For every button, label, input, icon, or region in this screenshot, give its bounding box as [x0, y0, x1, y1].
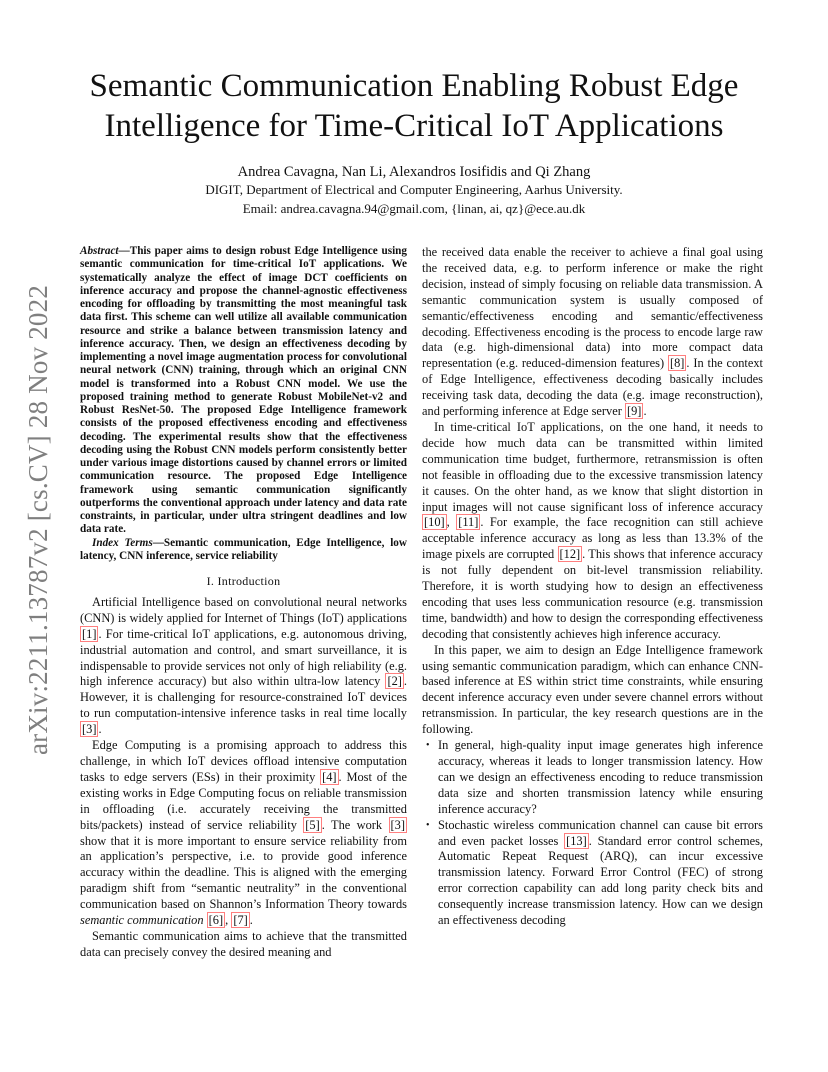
citation-link[interactable]: [12]	[559, 547, 581, 562]
affiliation-line: DIGIT, Department of Electrical and Computer Engineering, Aarhus University.	[205, 182, 623, 197]
research-questions-list	[422, 738, 763, 929]
text-run: In general, high-quality input image generates high inference accuracy, whereas it leads to longer transmission latency. How can we design an effectiveness encoding to reduce transmission data size and shorten transmission latency while ensuring inference accuracy?	[438, 738, 763, 816]
index-terms-body: —Semantic communication, Edge Intelligence, low latency, CNN inference, service reliability	[80, 536, 407, 562]
right-paragraphs	[422, 245, 763, 738]
title-line-2: Intelligence for Time-Critical IoT Applications	[104, 108, 724, 144]
text-run: ,	[446, 515, 457, 530]
text-run: Edge Computing is a promising approach to address this challenge, in which IoT devices offload intensive computation tasks to edge servers (ESs) in their proximity	[80, 738, 407, 784]
text-run: .	[249, 913, 253, 928]
text-run: . This shows that inference accuracy is not fully dependent on bit-level transmission reliability. Therefore, it is worth studying how to design an effectiveness encoding that uses less communication resource (e.g. transmission time, bandwidth) and how to design the corresponding effectiveness decoding that consistently achieves high inference accuracy.	[422, 547, 763, 641]
text-run: . In the context of Edge Intelligence, effectiveness decoding basically includes receiving task data, decoding the data (e.g. image reconstruction), and performing inference at Edge server	[422, 356, 763, 419]
citation-link[interactable]: [1]	[82, 626, 97, 641]
citation-link[interactable]: [4]	[322, 769, 337, 784]
bullet-icon: •	[426, 740, 430, 752]
email-line: Email: andrea.cavagna.94@gmail.com, {linan, ai, qz}@ece.au.dk	[242, 201, 586, 216]
body-paragraph	[422, 643, 763, 738]
list-item	[426, 738, 763, 818]
left-column	[80, 245, 407, 961]
paper-title	[60, 66, 768, 146]
text-run: . However, it is challenging for resource-constrained IoT devices to run computation-intensive inference tasks in real time locally	[80, 674, 407, 721]
section-heading-introduction: I. Introduction	[206, 574, 281, 588]
citation-link[interactable]: [11]	[458, 515, 479, 530]
text-run: the received data enable the receiver to achieve a final goal using the received data, e.g. to perform inference or make the right decision, instead of simply focusing on reliable data transmission. A semantic communication system is usually composed of semantic/effectiveness encoding and semantic/effectiveness decoding. Effectiveness encoding is the process to encode large raw data (e.g. high-dimensional data) into more compact data representation (e.g. reduced-dimension features)	[422, 245, 763, 371]
list-item	[426, 817, 764, 929]
citation-link[interactable]: [3]	[390, 817, 405, 832]
bullet-icon: •	[426, 819, 430, 831]
text-run: In time-critical IoT applications, on the one hand, it needs to decide how much data can be transmitted within limited communication time budget, furthermore, retransmission is often not feasible in offloading due to the excessive transmission latency it causes. On the ohter hand, as we know that slight distortion in input images will not cause significant loss of inference accuracy	[422, 419, 763, 514]
abstract	[80, 245, 407, 537]
body-paragraph	[422, 245, 763, 420]
text-run: . Most of the existing works in Edge Computing focus on reliable transmission in offloading (i.e. accurately receiving the transmitted bits/packets) instead of service reliability	[80, 769, 407, 832]
text-run: .	[98, 722, 102, 737]
citation-link[interactable]: [13]	[566, 833, 587, 848]
text-run: . Standard error control schemes, Automatic Repeat Request (ARQ), can incur excessive transmission latency. Forward Error Control (FEC) of strong error correction capability can add long parity check bits and consequently increase transmission latency. How can we design an effectiveness decoding	[438, 833, 764, 928]
citation-link[interactable]: [5]	[305, 817, 320, 832]
text-run: Semantic communication aims to achieve that the transmitted data can precisely convey the desired meaning and	[80, 928, 407, 959]
citation-link[interactable]: [2]	[387, 674, 402, 689]
text-run: Artificial Intelligence based on convolutional neural networks (CNN) is widely applied for Internet of Things (IoT) applications	[80, 594, 407, 625]
text-run: Stochastic wireless communication channel can cause bit errors and even packet losses	[438, 817, 763, 848]
citation-link[interactable]: [6]	[208, 913, 224, 928]
right-column	[422, 245, 763, 929]
index-terms	[80, 537, 407, 564]
body-paragraph	[80, 929, 407, 961]
citation-link[interactable]: [3]	[82, 722, 97, 737]
arxiv-margin-identifier	[18, 280, 58, 760]
text-run: ,	[225, 913, 232, 928]
citation-link[interactable]: [10]	[424, 515, 445, 530]
left-paragraphs	[80, 595, 407, 961]
text-run: . For example, the face recognition can still achieve acceptable inference accuracy as long as less than 13.3% of the image pixels are corrupted	[422, 515, 763, 562]
author-list: Andrea Cavagna, Nan Li, Alexandros Iosifidis and Qi Zhang	[237, 164, 591, 180]
text-run: . For time-critical IoT applications, e.g. autonomous driving, industrial automation and control, and smart surveillance, it is indispensable to provide services not only of high reliability (e.g. high inference accuracy) but also within ultra-low latency	[80, 626, 407, 689]
citation-link[interactable]: [8]	[669, 356, 685, 371]
text-run: In this paper, we aim to design an Edge Intelligence framework using semantic communication paradigm, which can enhance CNN-based inference at ES within strict time constraints, while ensuring decent inference accuracy even under severe channel errors without retransmission. In particular, the key research questions are in the following.	[422, 642, 763, 737]
affiliation-block	[60, 180, 768, 218]
abstract-body: —This paper aims to design robust Edge Intelligence using semantic communication for time-critical IoT applications. We systematically analyze the effect of image DCT coefficients on inference accuracy and propose the channel-agnostic effectiveness encoding for offloading by transmitting the most meaningful task data first. This scheme can well utilize all available communication resource and strike a balance between transmission latency and inference accuracy. Then, we design an effectiveness decoding by implementing a novel image augmentation process for convolutional neural network (CNN) training, through which an original CNN model is transformed into a Robust CNN model. We use the proposed training method to generate Robust MobileNet-v2 and Robust ResNet-50. The proposed Edge Intelligence framework consists of the proposed effectiveness encoding and effectiveness decoding. The experimental results show that the effectiveness decoding using the Robust CNN models perform consistently better under various image distortions caused by channel errors or limited communication resource. The proposed Edge Intelligence framework using semantic communication significantly outperforms the conventional approach under latency and data rate constraints, in particular, under ultra stringent deadlines and low data rate.	[80, 245, 407, 536]
citation-link[interactable]: [9]	[626, 404, 642, 419]
text-run: show that it is more important to ensure service reliability from an application’s perspective, i.e. to provide good inference accuracy within the deadline. This is aligned with the emerging paradigm shift from “semantic neutrality” in the conventional communication based on Shannon’s Information Theory towards	[80, 833, 407, 912]
title-line-1: Semantic Communication Enabling Robust Edge	[89, 68, 739, 104]
citation-link[interactable]: [7]	[233, 913, 248, 928]
abstract-label: Abstract	[80, 245, 119, 257]
body-paragraph	[80, 595, 407, 738]
body-paragraph	[422, 420, 763, 643]
text-run: .	[643, 404, 647, 419]
body-paragraph	[80, 738, 407, 929]
arxiv-id-text: arXiv:2211.13787v2 [cs.CV] 28 Nov 2022	[23, 284, 53, 756]
emphasized-text: semantic communication	[80, 913, 204, 928]
index-terms-label: Index Terms	[92, 536, 153, 549]
text-run: . The work	[321, 817, 389, 832]
